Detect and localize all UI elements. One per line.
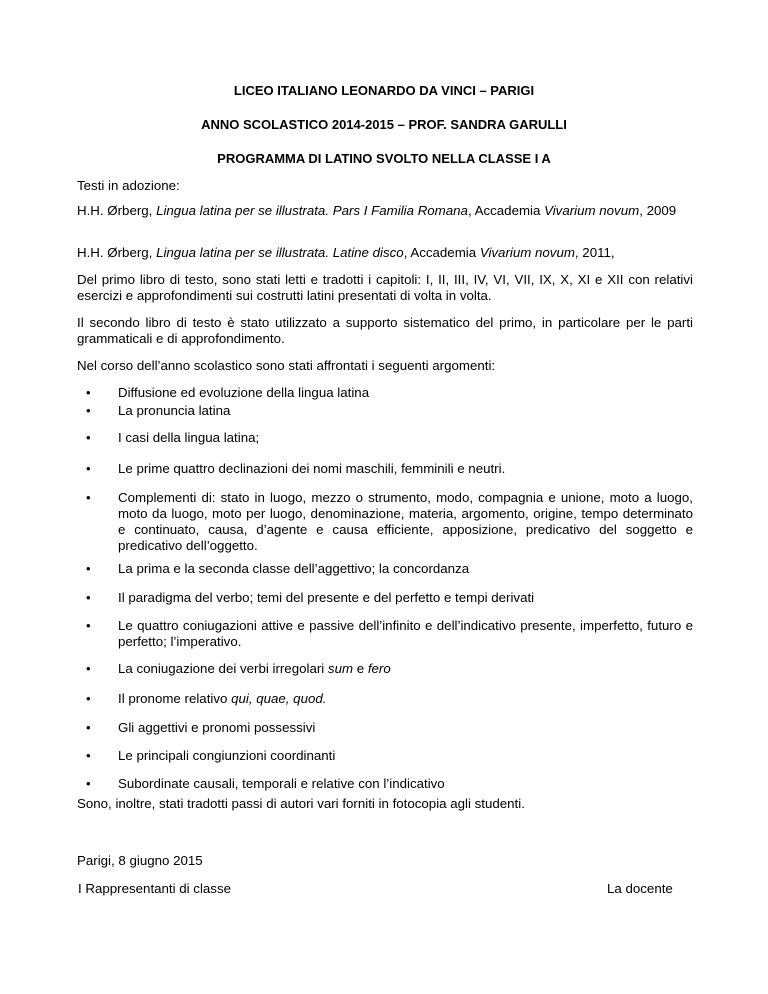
textbook-1-sep: , Accademia (467, 203, 545, 218)
texts-label: Testi in adozione: (77, 178, 180, 193)
textbook-1-author: H.H. Ørberg, (77, 203, 157, 218)
topic-item: Le principali congiunzioni coordinanti (118, 748, 336, 763)
textbook-1-title: Lingua latina per se illustrata. Pars I Familia Romana (156, 203, 468, 218)
bullet: • (86, 403, 91, 418)
topic-item (118, 661, 693, 677)
paragraph-second-book: Il secondo libro di testo è stato utilizzato a supporto sistematico del primo, in particolare per le parti grammaticali e di approfondimento. (77, 315, 693, 346)
topic-item: La pronuncia latina (118, 403, 231, 418)
paragraph-photocopies: Sono, inoltre, stati tradotti passi di autori vari forniti in fotocopia agli studenti. (77, 796, 525, 811)
topic-text: La coniugazione dei verbi irregolari (118, 661, 328, 676)
topic-text: Il pronome relativo (118, 691, 232, 706)
latin-verb-fero: fero (367, 661, 391, 676)
topic-text: e (353, 661, 368, 676)
textbook-1-year: , 2009 (639, 203, 677, 218)
textbook-2 (77, 245, 693, 261)
bullet: • (86, 661, 91, 676)
topic-item (118, 691, 693, 707)
textbook-1 (77, 203, 693, 219)
bullet: • (86, 691, 91, 706)
textbook-2-author: H.H. Ørberg, (77, 245, 157, 260)
topic-item: Il paradigma del verbo; temi del presente e del perfetto e tempi derivati (118, 590, 535, 605)
bullet: • (86, 490, 91, 505)
latin-verb-sum: sum (327, 661, 354, 676)
topic-item: Subordinate causali, temporali e relative con l’indicativo (118, 776, 445, 791)
signature-right-label: La docente (607, 881, 673, 896)
bullet: • (86, 720, 91, 735)
signature-left-label: I Rappresentanti di classe (78, 881, 231, 896)
topic-item: Diffusione ed evoluzione della lingua latina (118, 385, 370, 400)
program-title-heading: PROGRAMMA DI LATINO SVOLTO NELLA CLASSE I A (217, 151, 551, 166)
bullet: • (86, 748, 91, 763)
bullet: • (86, 561, 91, 576)
textbook-2-title: Lingua latina per se illustrata. Latine disco (156, 245, 404, 260)
place-date: Parigi, 8 giugno 2015 (77, 853, 203, 868)
textbook-1-publisher: Vivarium novum (544, 203, 640, 218)
paragraph-topics-intro: Nel corso dell’anno scolastico sono stati affrontati i seguenti argomenti: (77, 358, 496, 373)
latin-pronouns: qui, quae, quod. (231, 691, 327, 706)
topic-item: Complementi di: stato in luogo, mezzo o strumento, modo, compagnia e unione, moto a luogo, moto da luogo, moto per luogo, denominazione, materia, argomento, origine, tempo determinato e continuato, causa, d’agente e causa efficiente, apposizione, predicativo del soggetto e predicativo dell’oggetto. (118, 490, 693, 553)
topic-item: La prima e la seconda classe dell’aggettivo; la concordanza (118, 561, 470, 576)
bullet: • (86, 430, 91, 445)
paragraph-chapters: Del primo libro di testo, sono stati letti e tradotti i capitoli: I, II, III, IV, VI, VII, IX, X, XI e XII con relativi esercizi e approfondimenti sui costrutti latini presentati di volta in volta. (77, 272, 693, 303)
bullet: • (86, 618, 91, 633)
bullet: • (86, 461, 91, 476)
bullet: • (86, 590, 91, 605)
topic-item: Gli aggettivi e pronomi possessivi (118, 720, 316, 735)
school-year-heading: ANNO SCOLASTICO 2014-2015 – PROF. SANDRA GARULLI (201, 117, 567, 132)
bullet: • (86, 776, 91, 791)
topic-item: I casi della lingua latina; (118, 430, 260, 445)
textbook-2-year: , 2011, (574, 245, 615, 260)
school-name-heading: LICEO ITALIANO LEONARDO DA VINCI – PARIGI (233, 83, 535, 98)
bullet: • (86, 385, 91, 400)
topic-item: Le quattro coniugazioni attive e passive dell’infinito e dell’indicativo presente, imperfetto, futuro e perfetto; l’imperativo. (118, 618, 693, 649)
topic-item: Le prime quattro declinazioni dei nomi maschili, femminili e neutri. (118, 461, 506, 476)
textbook-2-publisher: Vivarium novum (479, 245, 575, 260)
textbook-2-sep: , Accademia (403, 245, 480, 260)
